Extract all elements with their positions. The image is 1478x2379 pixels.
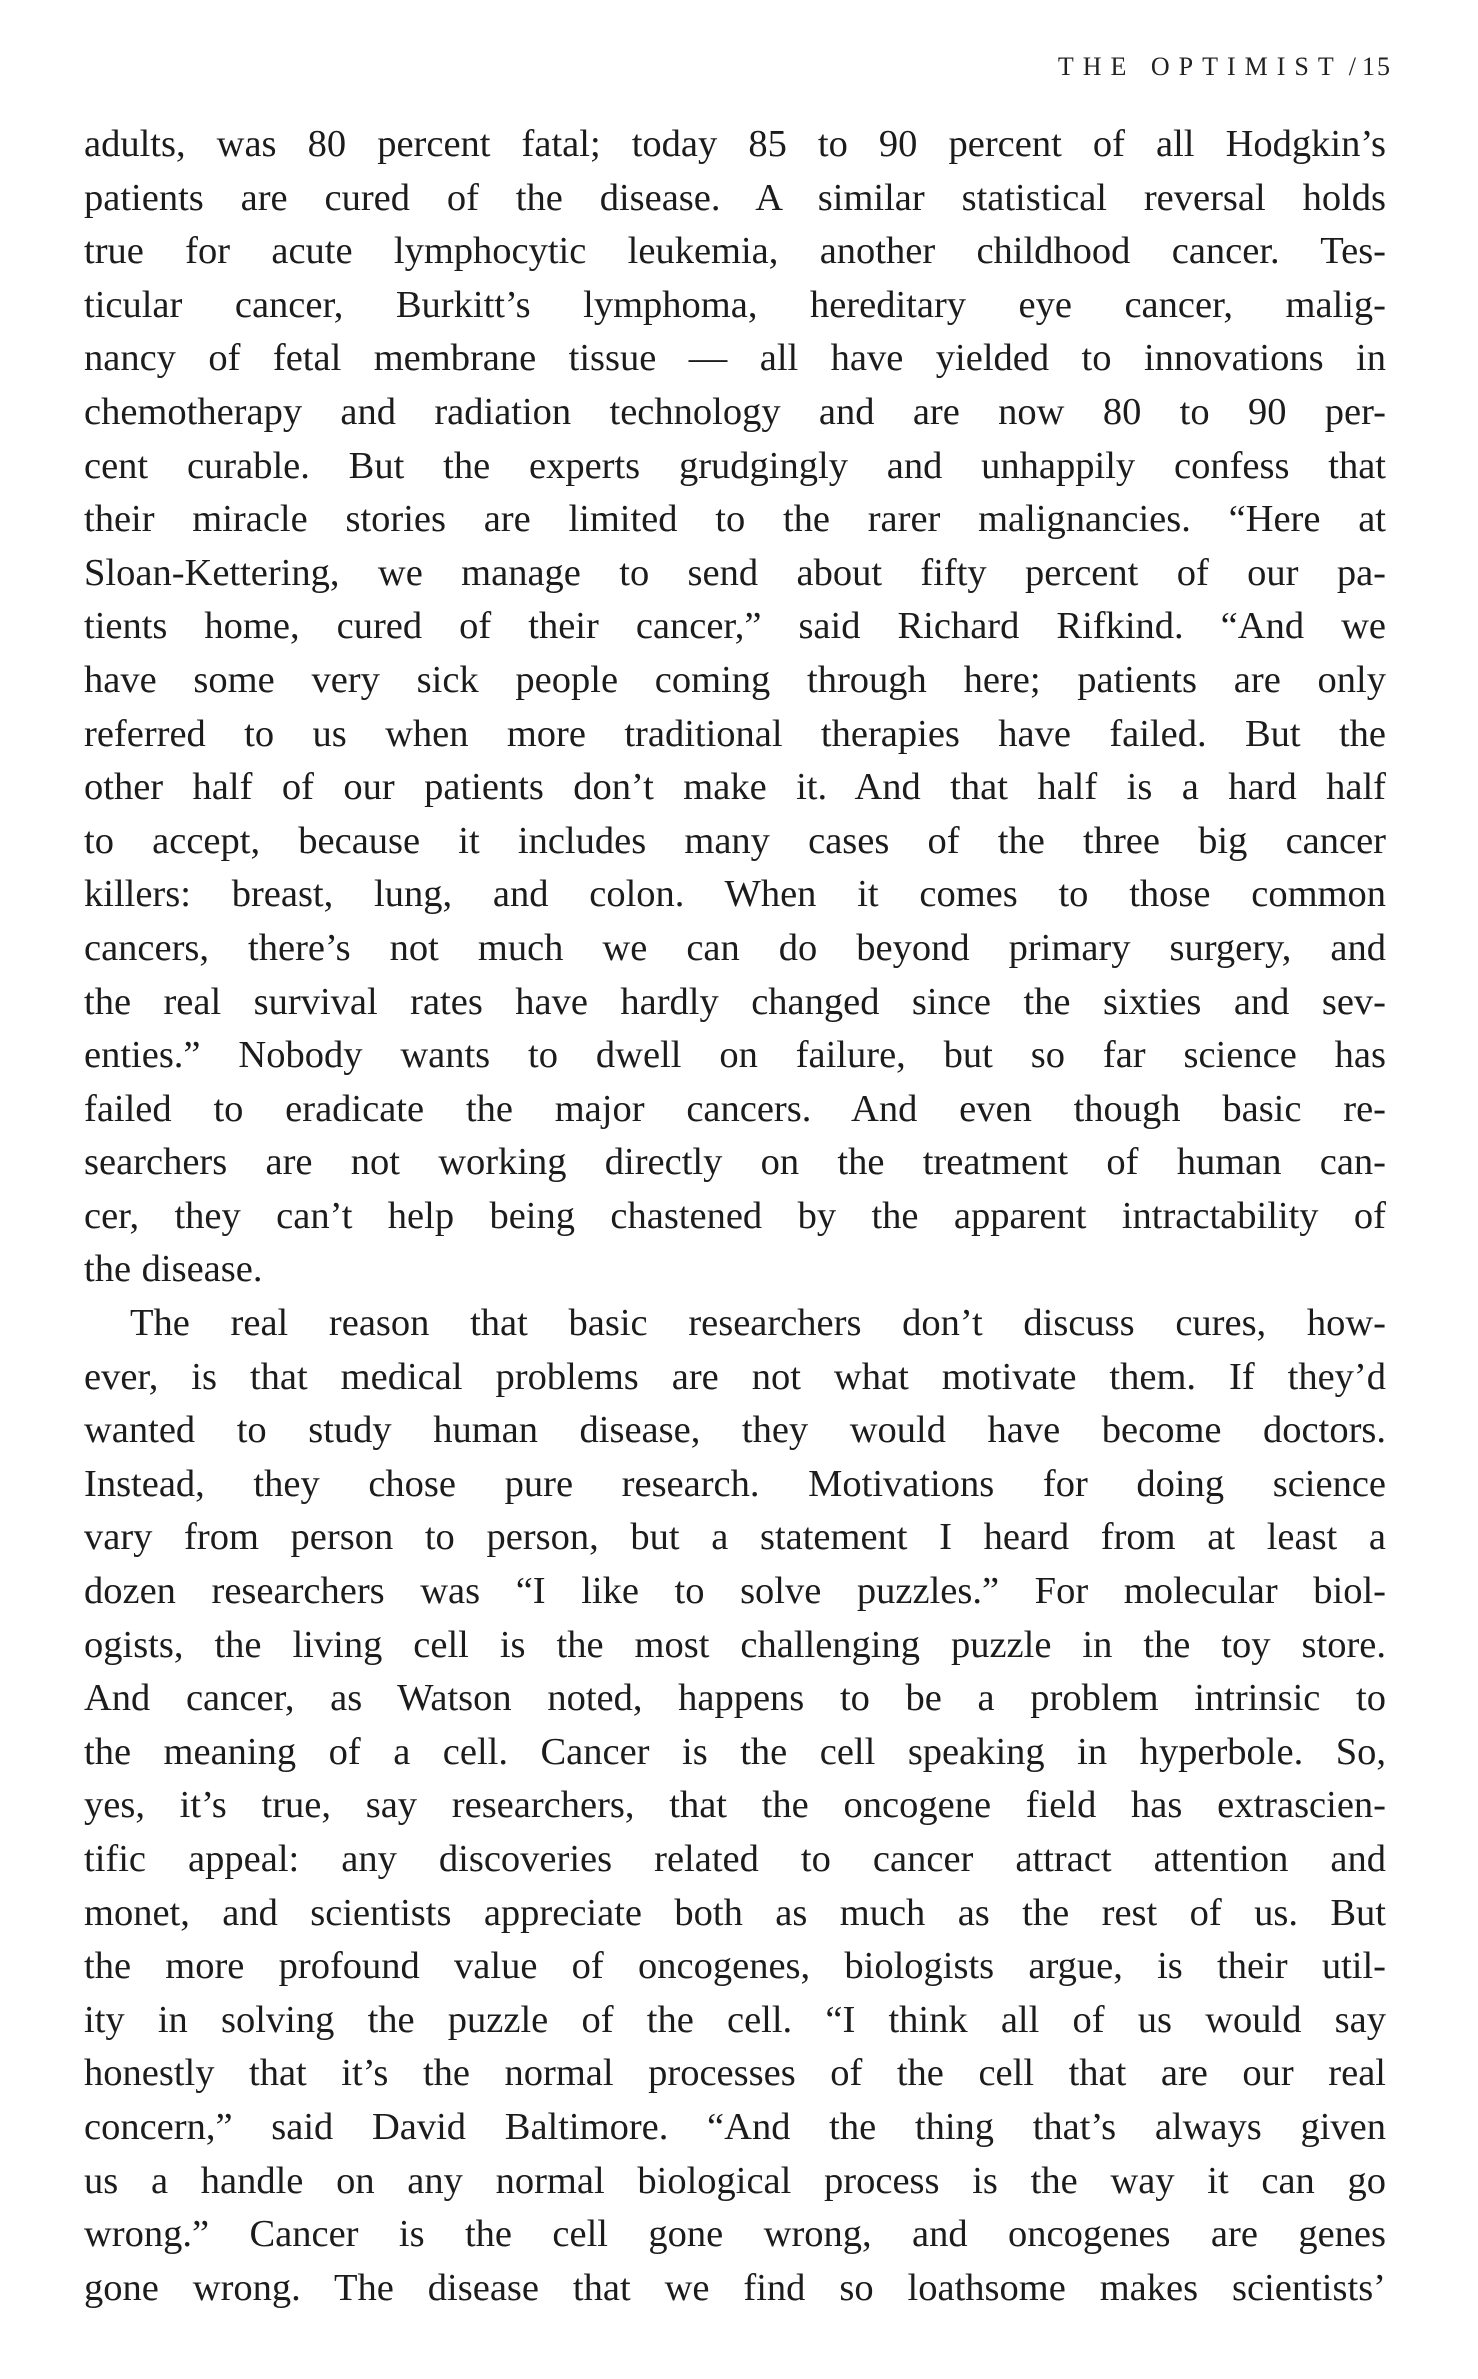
paragraph (84, 118, 1386, 1297)
page-number: 15 (1362, 52, 1392, 81)
text-line: have some very sick people coming through here; patients are only (84, 658, 1386, 701)
paragraph (84, 1297, 1386, 2315)
text-line: adults, was 80 percent fatal; today 85 to 90 percent of all Hodgkin’s (84, 123, 1386, 165)
text-line: gone wrong. The disease that we find so loathsome makes scientists’ (84, 2266, 1386, 2309)
text-line: wanted to study human disease, they would have become doctors. (84, 1409, 1386, 1452)
text-line: chemotherapy and radiation technology and are now 80 to 90 per- (84, 390, 1386, 433)
running-head-separator: / (1348, 52, 1356, 81)
text-line: ever, is that medical problems are not what motivate them. If they’d (84, 1355, 1386, 1398)
text-line: ity in solving the puzzle of the cell. “I think all of us would say (84, 1998, 1386, 2041)
text-line: failed to eradicate the major cancers. And even though basic re- (84, 1087, 1386, 1130)
text-line: enties.” Nobody wants to dwell on failure, but so far science has (84, 1034, 1386, 1077)
text-line: wrong.” Cancer is the cell gone wrong, and oncogenes are genes (84, 2213, 1386, 2256)
text-line: other half of our patients don’t make it. And that half is a hard half (84, 766, 1386, 809)
text-line: yes, it’s true, say researchers, that the oncogene field has extrascien- (84, 1784, 1386, 1827)
text-line: ticular cancer, Burkitt’s lymphoma, hereditary eye cancer, malig- (84, 283, 1386, 326)
text-line: dozen researchers was “I like to solve puzzles.” For molecular biol- (84, 1570, 1386, 1613)
text-line: nancy of fetal membrane tissue — all have yielded to innovations in (84, 337, 1386, 380)
text-line: And cancer, as Watson noted, happens to be a problem intrinsic to (84, 1677, 1386, 1720)
text-line: ogists, the living cell is the most challenging puzzle in the toy store. (84, 1623, 1386, 1666)
text-line: the meaning of a cell. Cancer is the cell speaking in hyperbole. So, (84, 1730, 1386, 1773)
text-line: the disease. (84, 1248, 263, 1291)
text-line: the more profound value of oncogenes, biologists argue, is their util- (84, 1945, 1386, 1988)
text-line: their miracle stories are limited to the rarer malignancies. “Here at (84, 498, 1386, 541)
text-line: to accept, because it includes many cases of the three big cancer (84, 819, 1386, 862)
text-line: cer, they can’t help being chastened by the apparent intractability of (84, 1194, 1386, 1237)
text-line: honestly that it’s the normal processes of the cell that are our real (84, 2052, 1386, 2095)
running-head (1058, 52, 1392, 82)
text-line: vary from person to person, but a statement I heard from at least a (84, 1516, 1386, 1559)
text-line: monet, and scientists appreciate both as much as the rest of us. But (84, 1891, 1386, 1934)
text-line: the real survival rates have hardly changed since the sixties and sev- (84, 980, 1386, 1023)
text-line: killers: breast, lung, and colon. When it comes to those common (84, 873, 1386, 916)
text-line: referred to us when more traditional therapies have failed. But the (84, 712, 1386, 755)
text-line: us a handle on any normal biological process is the way it can go (84, 2159, 1386, 2202)
text-line: cent curable. But the experts grudgingly and unhappily confess that (84, 444, 1386, 487)
text-line: true for acute lymphocytic leukemia, another childhood cancer. Tes- (84, 230, 1386, 273)
text-line: tients home, cured of their cancer,” said Richard Rifkind. “And we (84, 605, 1386, 648)
text-line: patients are cured of the disease. A similar statistical reversal holds (84, 176, 1386, 219)
text-line: cancers, there’s not much we can do beyond primary surgery, and (84, 926, 1386, 969)
text-line: The real reason that basic researchers don’t discuss cures, how- (130, 1302, 1386, 1345)
body-text (84, 118, 1386, 2315)
text-line: Sloan-Kettering, we manage to send about fifty percent of our pa- (84, 551, 1386, 594)
running-head-title: THE OPTIMIST (1057, 52, 1343, 81)
text-line: searchers are not working directly on the treatment of human can- (84, 1141, 1386, 1184)
text-line: tific appeal: any discoveries related to cancer attract attention and (84, 1838, 1386, 1880)
text-line: concern,” said David Baltimore. “And the thing that’s always given (84, 2105, 1386, 2148)
text-line: Instead, they chose pure research. Motivations for doing science (84, 1462, 1386, 1505)
